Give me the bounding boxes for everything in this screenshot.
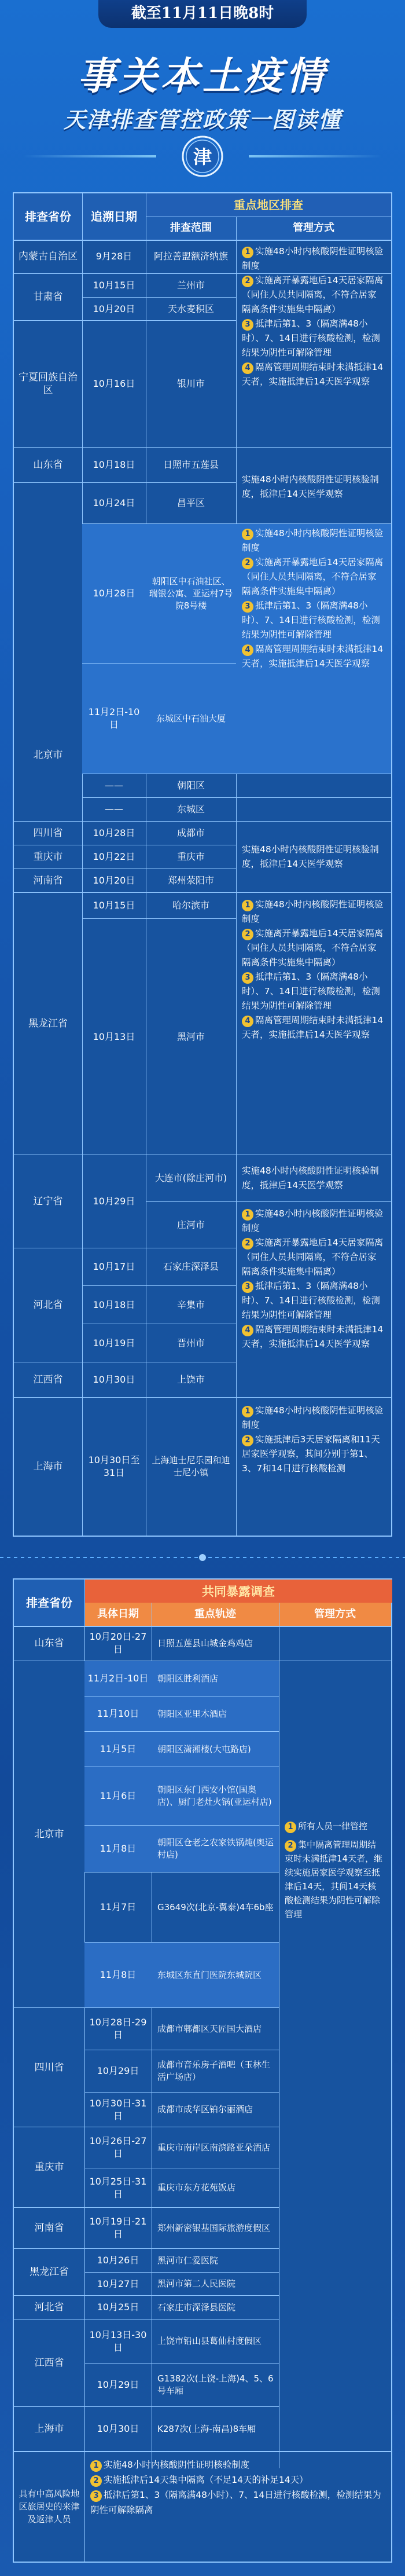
policy-set-a: 1 实施48小时内核酸阴性证明核验制度 2 实施离开暴露地后14天居家隔离（同住人员共同隔离，不符合居家隔离条件实施集中隔离） 3 抵津后第1、3（隔离满48小时）、7、14日进行核酸检测，检测结果为阴性可解除管理 4 隔离管理周期结束时未满抵津14天者，实施抵津后14天医学观察: [242, 246, 384, 387]
province-cell: 具有中高风险地区旅居史的来津及返津人员: [19, 2489, 80, 2524]
date-cell: 9月28日: [95, 251, 132, 262]
place-cell: 东城区东直门医院东城院区: [152, 1943, 279, 2007]
place-cell: 重庆市东方花苑饭店: [157, 2182, 236, 2193]
place-cell: 石家庄市深泽县医院: [157, 2302, 236, 2313]
date-cell: 10月29日: [93, 1196, 135, 1207]
province-cell: 河南省: [34, 2222, 64, 2234]
place-cell: 郑州新密银基国际旅游度假区: [157, 2222, 271, 2233]
province-cell: 北京市: [33, 749, 63, 761]
place-cell: 成都市音乐房子酒吧（玉林生活广场店）: [157, 2060, 271, 2082]
scope-cell: 昌平区: [176, 497, 205, 508]
date-cell: 10月24日: [93, 497, 135, 508]
scope-cell: 朝阳区中石油社区、瑞银公寓、亚运村7号院8号楼: [146, 524, 236, 663]
section-divider: [0, 1540, 405, 1575]
date-cell: 10月25日: [97, 2302, 139, 2313]
date-cell: 10月20日: [93, 875, 135, 886]
date-cell: ——: [105, 804, 123, 815]
col-header-province: 排查省份: [14, 193, 82, 240]
province-cell: 山东省: [34, 1637, 64, 1649]
number-2-icon: 2: [242, 929, 253, 940]
decor-line-left: [23, 155, 156, 157]
province-cell: 四川省: [33, 827, 63, 839]
policy-common-exposure: 1 所有人员一律管控 2 集中隔离管理周期结束时未满抵津14天者，继续实施居家医学观察至抵津后14天，其间14天核酸检测结果为阴性可解除管理: [285, 1821, 383, 1919]
scope-cell: 重庆市: [176, 851, 205, 862]
policy-c: 实施48小时内核酸阴性证明核验制度，抵津后14天医学观察: [242, 1166, 379, 1190]
number-4-icon: 4: [242, 362, 253, 374]
province-cell: 宁夏回族自治区: [19, 372, 78, 396]
scope-cell: 东城区中石油大厦: [146, 664, 236, 774]
place-cell: 朝阳区潇湘楼(大屯路店): [152, 1732, 279, 1767]
date-cell: 11月5日: [84, 1732, 152, 1767]
col-header-place: 重点轨迹: [152, 1603, 279, 1626]
number-3-icon: 3: [242, 972, 253, 984]
policy-b: 实施48小时内核酸阴性证明核验制度，抵津后14天医学观察: [242, 844, 379, 869]
scope-cell: 东城区: [176, 804, 205, 815]
place-cell: 朝阳区胜利酒店: [152, 1661, 279, 1696]
date-cell: 10月13日: [93, 1031, 135, 1042]
date-cell: 10月28日: [93, 827, 135, 838]
scope-cell: 兰州市: [176, 280, 205, 291]
number-3-icon: 3: [242, 601, 253, 613]
place-cell: 黑河市第二人民医院: [157, 2278, 236, 2289]
date-cell: 10月17日: [93, 1261, 135, 1272]
col-header-date: 具体日期: [84, 1603, 152, 1626]
date-cell: 10月22日: [93, 851, 135, 862]
date-cell: 10月18日: [93, 459, 135, 470]
place-cell: G1382次(上饶-上海)4、5、6号车厢: [157, 2373, 274, 2396]
date-cell: 10月30日-31日: [89, 2097, 147, 2121]
province-cell: 重庆市: [34, 2161, 64, 2173]
decor-line-right: [249, 155, 382, 157]
place-cell: 上饶市铅山县葛仙村度假区: [157, 2336, 262, 2346]
table2-bottom-divider: [84, 2453, 85, 2563]
header: [0, 0, 405, 191]
number-1-icon: 1: [242, 1209, 253, 1221]
number-2-icon: 2: [242, 1238, 253, 1249]
number-2-icon: 2: [90, 2475, 102, 2487]
col-header-scope: 排查范围: [146, 217, 236, 240]
province-cell: 上海市: [34, 2423, 64, 2435]
scope-cell: 上饶市: [176, 1374, 205, 1385]
policy-a: 实施48小时内核酸阴性证明核验制度，抵津后14天医学观察: [242, 474, 379, 499]
policy-set-heilongjiang: 1 实施48小时内核酸阴性证明核验制度 2 实施离开暴露地后14天居家隔离（同住人员共同隔离，不符合居家隔离条件实施集中隔离） 3 抵津后第1、3（隔离满48小时）、7、14日进行核酸检测，检测结果为阴性可解除管理 4 隔离管理周期结束时未满抵津14天者，实施抵津后14天医学观察: [242, 899, 384, 1040]
col-header-method: 管理方式: [279, 1603, 391, 1626]
policy-set-beijing: 1 实施48小时内核酸阴性证明核验制度 2 实施离开暴露地后14天居家隔离（同住人员共同隔离，不符合居家隔离条件实施集中隔离） 3 抵津后第1、3（隔离满48小时）、7、14日进行核酸检测，检测结果为阴性可解除管理 4 隔离管理周期结束时未满抵津14天者，实施抵津后14天医学观察: [236, 524, 391, 774]
province-cell: 河北省: [34, 2302, 64, 2313]
province-cell: 江西省: [34, 2357, 64, 2369]
province-cell: 山东省: [33, 459, 63, 471]
scope-cell: 石家庄深泽县: [163, 1261, 219, 1272]
scope-cell: 成都市: [176, 827, 205, 838]
emblem-label: 津: [193, 146, 212, 168]
col-header-method: 管理方式: [236, 217, 391, 240]
place-cell: 成都市成华区铂尔丽酒店: [157, 2104, 253, 2115]
number-4-icon: 4: [242, 1016, 253, 1027]
date-cell: 10月30日: [93, 1374, 135, 1385]
number-1-icon: 1: [242, 529, 253, 540]
table2-body: [14, 1626, 391, 2563]
number-3-icon: 3: [90, 2490, 102, 2502]
date-cell: 10月20日-27日: [89, 1631, 147, 1655]
col-header-key-area: 重点地区排查: [146, 193, 391, 217]
scope-cell: 哈尔滨市: [172, 900, 209, 911]
place-cell: 成都市郫都区天匠国大酒店: [157, 2023, 262, 2034]
province-cell: 甘肃省: [33, 291, 63, 303]
date-cell: 10月15日: [93, 280, 135, 291]
scope-cell: 天水麦积区: [167, 303, 214, 314]
number-2-icon: 2: [242, 1435, 253, 1446]
date-banner: 截至11月11日晚8时: [98, 0, 307, 28]
date-cell: 10月30日至31日: [88, 1454, 140, 1478]
date-cell: 10月29日: [97, 2065, 139, 2076]
place-cell: 日照五莲县山城金鸡鸡店: [157, 1637, 253, 1648]
province-cell: 江西省: [33, 1374, 63, 1386]
col-header-common-exposure: 共同暴露调查: [84, 1580, 392, 1603]
place-cell: K287次(上海-南昌)8车厢: [157, 2423, 256, 2434]
key-area-table: [13, 192, 392, 1537]
page-subtitle: 天津排查管控政策一图读懂: [63, 107, 341, 133]
date-cell: 10月18日: [93, 1299, 135, 1310]
scope-cell: 朝阳区: [176, 780, 205, 791]
date-cell: ——: [105, 780, 123, 791]
date-cell: 10月28日-29日: [89, 2017, 147, 2040]
province-cell: 北京市: [34, 1829, 64, 1840]
province-cell: 河北省: [33, 1299, 63, 1311]
province-cell: 上海市: [33, 1461, 63, 1472]
date-cell: 10月20日: [93, 303, 135, 314]
province-cell: 辽宁省: [33, 1196, 63, 1207]
scope-cell: 日照市五莲县: [163, 459, 219, 470]
date-cell: 10月30日: [97, 2423, 139, 2434]
scope-cell: 银川市: [176, 378, 205, 389]
date-cell: 10月26日: [97, 2255, 139, 2266]
policy-risk-area: 1 实施48小时内核酸阴性证明核验制度 2 实施抵津后14天集中隔离（不足14天的补足14天） 3 抵津后第1、3（隔离满48小时）、7、14日进行核酸检测，检测结果为阴性可解除隔离: [90, 2460, 381, 2515]
date-cell: 11月2日-10日: [82, 664, 146, 774]
scope-cell: 辛集市: [176, 1299, 205, 1310]
number-1-icon: 1: [242, 900, 253, 911]
policy-set-shanghai: 1 实施48小时内核酸阴性证明核验制度 2 实施抵津后3天居家隔离和11天居家医学观察，其间分别于第1、3、7和14日进行核酸检测: [242, 1405, 384, 1474]
date-cell: 10月27日: [97, 2278, 139, 2289]
date-cell: 10月16日: [93, 378, 135, 389]
scope-cell: 晋州市: [176, 1337, 205, 1349]
number-2-icon: 2: [242, 558, 253, 569]
col-header-date: 追溯日期: [82, 193, 146, 240]
scope-cell: 黑河市: [176, 1031, 205, 1042]
province-cell: 河南省: [33, 875, 63, 886]
date-cell: 10月19日-21日: [89, 2216, 147, 2240]
date-cell: 10月15日: [93, 900, 135, 911]
scope-cell: 郑州荥阳市: [167, 875, 214, 886]
place-cell: 重庆市南岸区南滨路亚朵酒店: [157, 2142, 271, 2153]
number-3-icon: 3: [242, 1281, 253, 1293]
policy-set-liaoning-hebei: 1 实施48小时内核酸阴性证明核验制度 2 实施离开暴露地后14天居家隔离（同住人员共同隔离，不符合居家隔离条件实施集中隔离） 3 抵津后第1、3（隔离满48小时）、7、14日进行核酸检测，检测结果为阴性可解除管理 4 隔离管理周期结束时未满抵津14天者，实施抵津后14天医学观察: [242, 1208, 384, 1349]
number-4-icon: 4: [242, 1325, 253, 1336]
province-cell: 内蒙古自治区: [19, 251, 78, 262]
number-2-icon: 2: [242, 276, 253, 287]
number-1-icon: 1: [242, 247, 253, 258]
date-cell: 10月28日: [82, 524, 146, 663]
number-3-icon: 3: [242, 319, 253, 331]
date-cell: 11月7日: [100, 1901, 137, 1912]
date-cell: 11月6日: [84, 1767, 152, 1825]
date-cell: 10月26日-27日: [89, 2135, 147, 2159]
scope-cell: 上海迪士尼乐园和迪士尼小镇: [152, 1455, 230, 1478]
province-cell: 重庆市: [33, 851, 63, 863]
scope-cell: 大连市(除庄河市): [154, 1172, 227, 1183]
page-title: 事关本土疫情: [78, 53, 327, 98]
number-1-icon: 1: [242, 1406, 253, 1417]
date-cell: 10月19日: [93, 1337, 135, 1349]
date-cell: 11月8日: [84, 1943, 152, 2007]
col-header-province: 排查省份: [14, 1580, 84, 1626]
tianjin-emblem-icon: [181, 134, 224, 178]
province-cell: 四川省: [34, 2061, 64, 2073]
number-4-icon: 4: [242, 644, 253, 656]
place-cell: 朝阳区东门西安小馆(国奥店)、厨门老灶火锅(亚运村店): [152, 1767, 279, 1825]
number-1-icon: 1: [90, 2460, 102, 2472]
scope-cell: 阿拉善盟额济纳旗: [153, 251, 228, 262]
place-cell: G3649次(北京-翼泰)4车6b座: [157, 1901, 274, 1912]
place-cell: 黑河市仁爱医院: [157, 2255, 219, 2266]
number-2-icon: 2: [285, 1840, 296, 1852]
province-cell: 黑龙江省: [28, 1018, 68, 1029]
scope-cell: 庄河市: [176, 1219, 205, 1230]
place-cell: 朝阳区仓老之农家铁锅炖(奥运村店): [152, 1826, 279, 1872]
date-cell: 10月13日-30日: [89, 2329, 147, 2353]
date-cell: 11月2日-10日: [84, 1661, 152, 1696]
number-1-icon: 1: [285, 1822, 296, 1833]
place-cell: 朝阳区亚里木酒店: [152, 1696, 279, 1731]
date-cell: 11月8日: [84, 1826, 152, 1872]
date-cell: 11月10日: [84, 1696, 152, 1731]
date-cell: 10月29日: [97, 2379, 139, 2390]
date-cell: 10月25日-31日: [89, 2175, 147, 2200]
province-cell: 黑龙江省: [30, 2266, 69, 2278]
